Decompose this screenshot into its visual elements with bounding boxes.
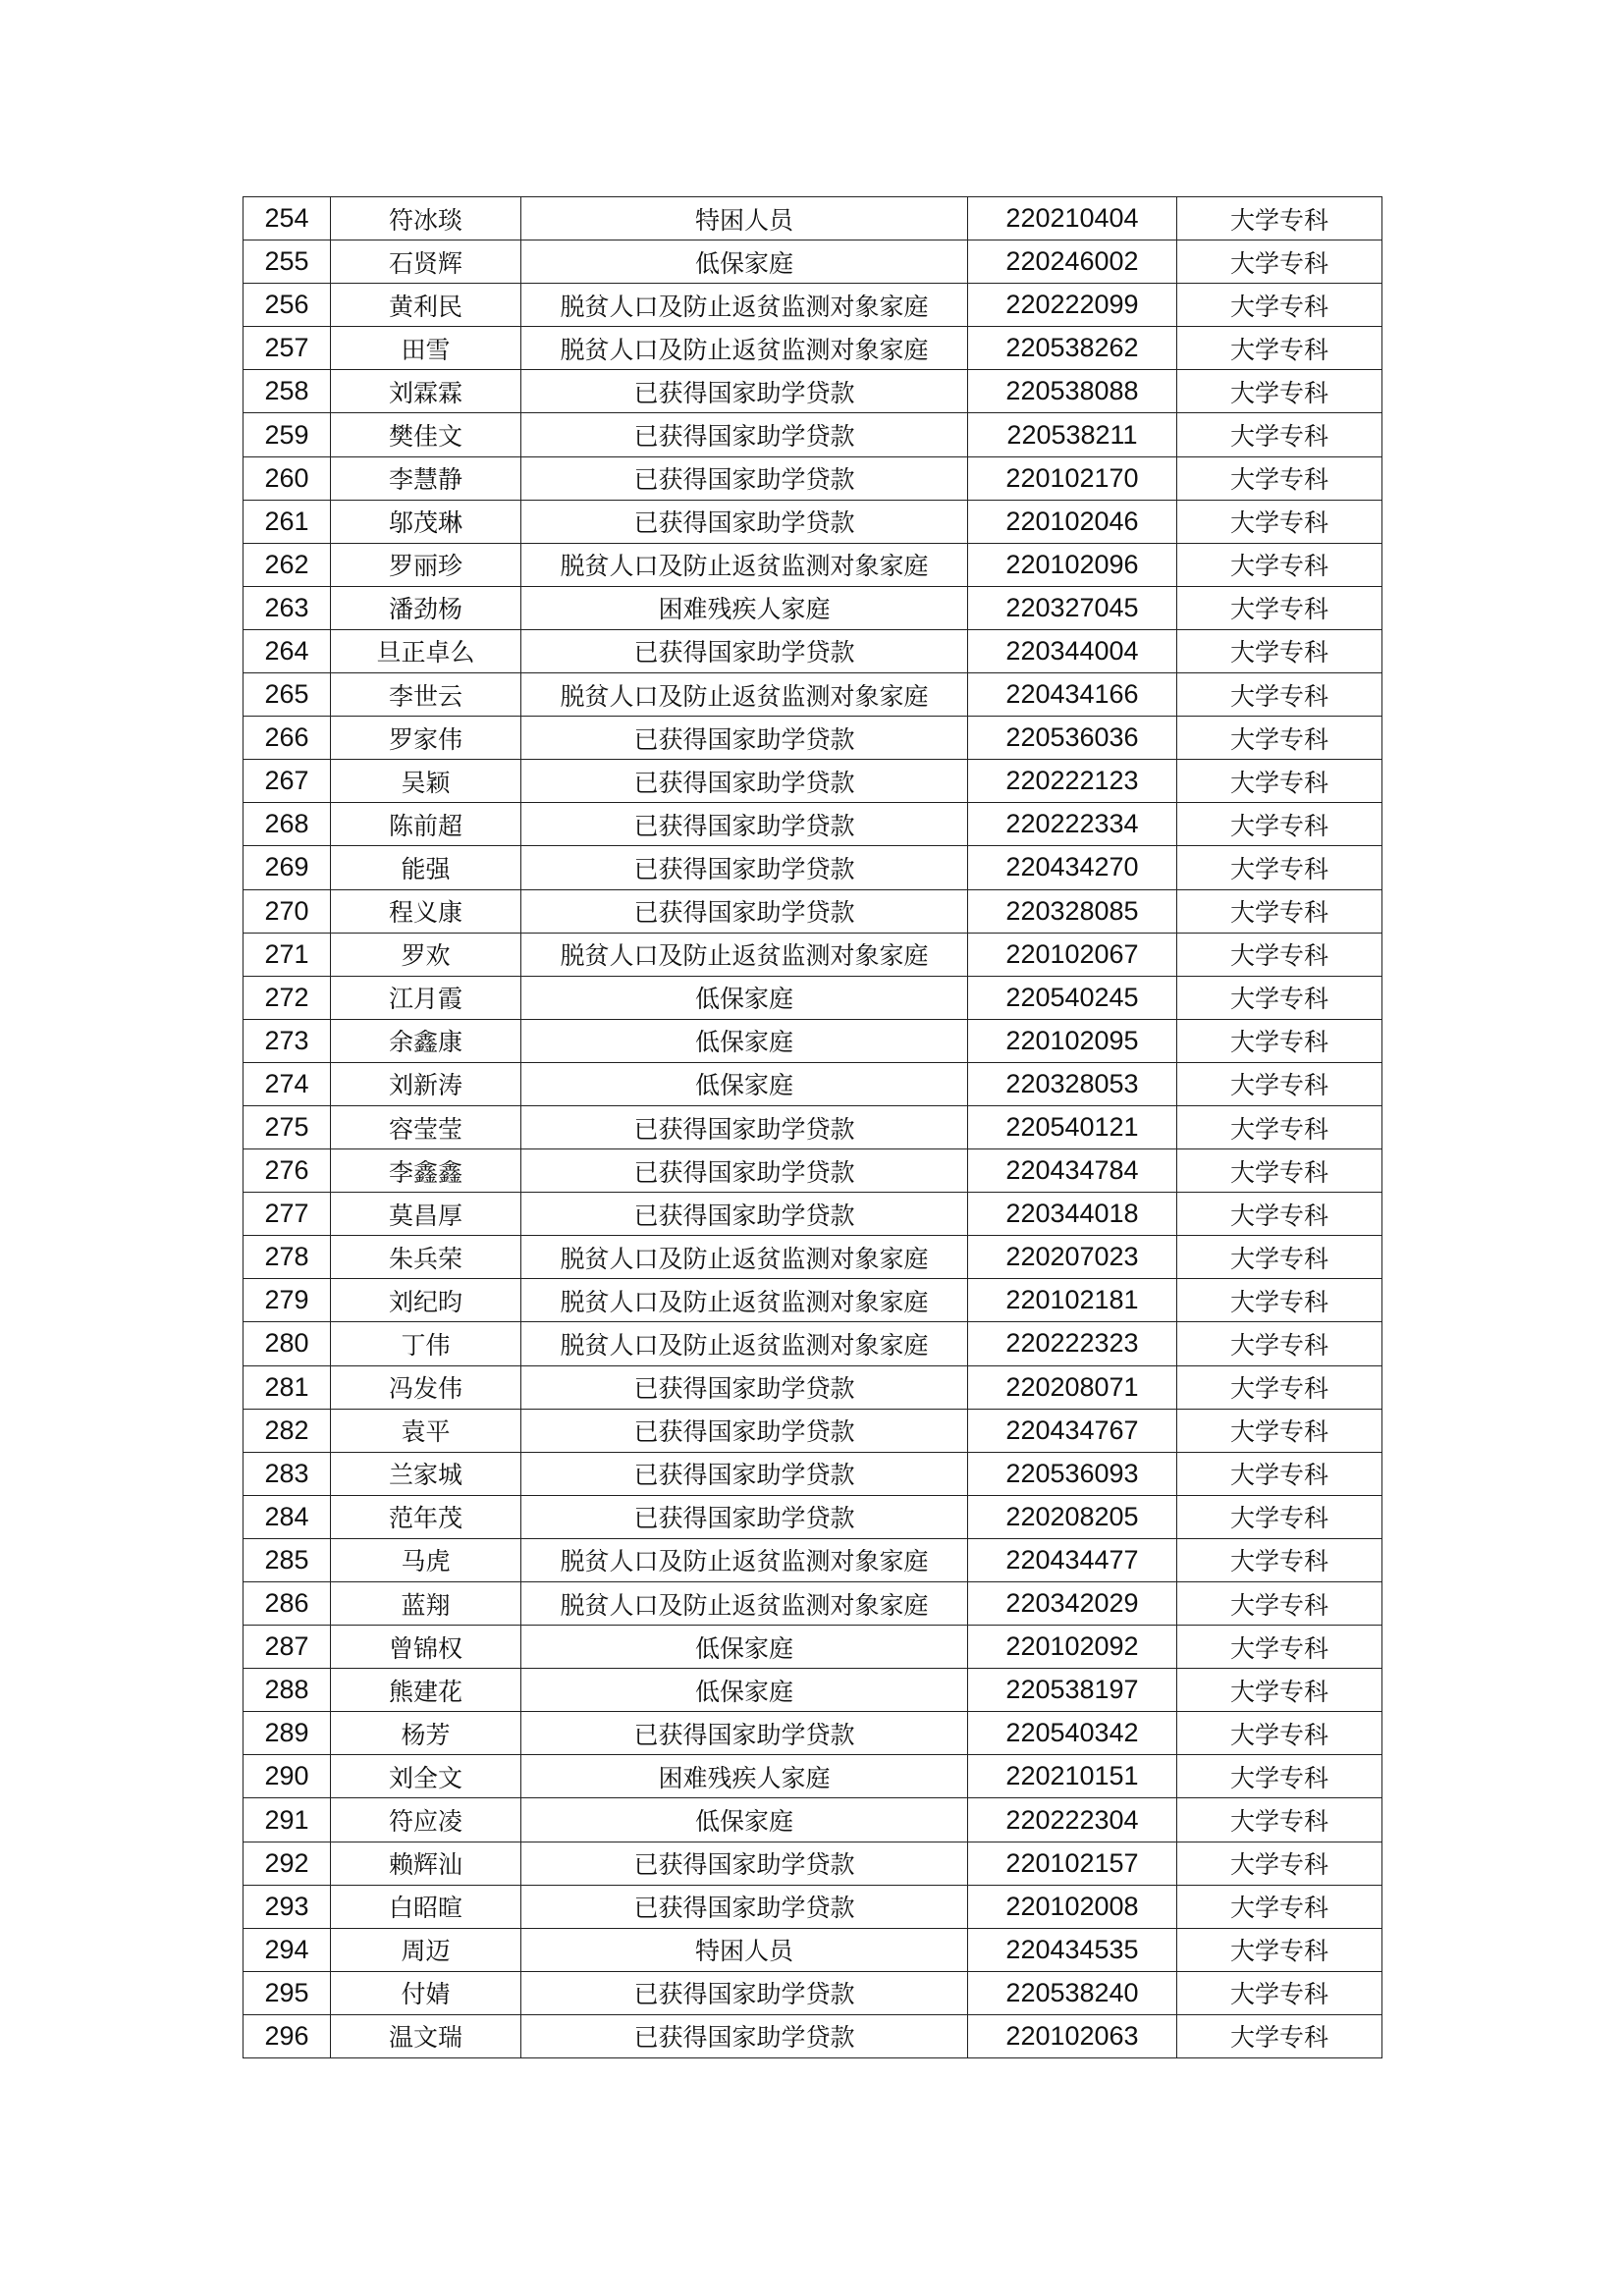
education-level-cell: 大学专科 (1177, 717, 1382, 760)
student-name-cell: 陈前超 (331, 803, 521, 846)
hardship-type-cell: 已获得国家助学贷款 (521, 889, 968, 933)
student-id-cell: 220222123 (968, 760, 1177, 803)
student-id-cell: 220538211 (968, 413, 1177, 456)
table-row (244, 1928, 1382, 1971)
student-id-cell: 220102181 (968, 1279, 1177, 1322)
student-name-cell: 赖辉汕 (331, 1842, 521, 1885)
row-number-cell: 272 (244, 976, 331, 1019)
student-id-cell: 220222099 (968, 284, 1177, 327)
row-number-cell: 291 (244, 1798, 331, 1842)
hardship-type-cell: 已获得国家助学贷款 (521, 629, 968, 672)
hardship-type-cell: 困难残疾人家庭 (521, 586, 968, 629)
student-name-cell: 杨芳 (331, 1712, 521, 1755)
table-row (244, 1669, 1382, 1712)
education-level-cell: 大学专科 (1177, 1322, 1382, 1365)
student-name-cell: 旦正卓么 (331, 629, 521, 672)
row-number-cell: 274 (244, 1062, 331, 1105)
table-row (244, 240, 1382, 284)
row-number-cell: 279 (244, 1279, 331, 1322)
hardship-type-cell: 脱贫人口及防止返贫监测对象家庭 (521, 1538, 968, 1581)
hardship-type-cell: 脱贫人口及防止返贫监测对象家庭 (521, 1279, 968, 1322)
student-name-cell: 樊佳文 (331, 413, 521, 456)
table-row (244, 1452, 1382, 1495)
student-id-cell: 220102063 (968, 2014, 1177, 2057)
student-name-cell: 李鑫鑫 (331, 1149, 521, 1193)
student-id-cell: 220536093 (968, 1452, 1177, 1495)
row-number-cell: 264 (244, 629, 331, 672)
education-level-cell: 大学专科 (1177, 846, 1382, 889)
student-name-cell: 吴颖 (331, 760, 521, 803)
student-id-cell: 220538088 (968, 370, 1177, 413)
student-id-cell: 220222323 (968, 1322, 1177, 1365)
student-id-cell: 220434784 (968, 1149, 1177, 1193)
student-id-cell: 220434270 (968, 846, 1177, 889)
student-id-cell: 220102157 (968, 1842, 1177, 1885)
table-row (244, 1582, 1382, 1626)
row-number-cell: 269 (244, 846, 331, 889)
student-name-cell: 丁伟 (331, 1322, 521, 1365)
row-number-cell: 280 (244, 1322, 331, 1365)
education-level-cell: 大学专科 (1177, 543, 1382, 586)
education-level-cell: 大学专科 (1177, 1669, 1382, 1712)
row-number-cell: 284 (244, 1495, 331, 1538)
hardship-type-cell: 脱贫人口及防止返贫监测对象家庭 (521, 327, 968, 370)
hardship-type-cell: 低保家庭 (521, 1062, 968, 1105)
table-row (244, 976, 1382, 1019)
student-id-cell: 220102046 (968, 500, 1177, 543)
row-number-cell: 275 (244, 1105, 331, 1148)
row-number-cell: 270 (244, 889, 331, 933)
student-name-cell: 符冰琰 (331, 197, 521, 240)
student-name-cell: 白昭暄 (331, 1885, 521, 1928)
education-level-cell: 大学专科 (1177, 1495, 1382, 1538)
education-level-cell: 大学专科 (1177, 1019, 1382, 1062)
education-level-cell: 大学专科 (1177, 1149, 1382, 1193)
row-number-cell: 285 (244, 1538, 331, 1581)
student-id-cell: 220434166 (968, 673, 1177, 717)
student-id-cell: 220210404 (968, 197, 1177, 240)
table-row (244, 500, 1382, 543)
row-number-cell: 267 (244, 760, 331, 803)
table-row (244, 673, 1382, 717)
student-name-cell: 石贤辉 (331, 240, 521, 284)
education-level-cell: 大学专科 (1177, 889, 1382, 933)
education-level-cell: 大学专科 (1177, 1626, 1382, 1669)
education-level-cell: 大学专科 (1177, 933, 1382, 976)
education-level-cell: 大学专科 (1177, 413, 1382, 456)
row-number-cell: 293 (244, 1885, 331, 1928)
table-row (244, 1885, 1382, 1928)
student-id-cell: 220540342 (968, 1712, 1177, 1755)
table-row (244, 284, 1382, 327)
table-row (244, 1971, 1382, 2014)
education-level-cell: 大学专科 (1177, 1105, 1382, 1148)
table-row (244, 760, 1382, 803)
hardship-type-cell: 低保家庭 (521, 240, 968, 284)
education-level-cell: 大学专科 (1177, 240, 1382, 284)
table-row (244, 1019, 1382, 1062)
hardship-type-cell: 脱贫人口及防止返贫监测对象家庭 (521, 1236, 968, 1279)
hardship-type-cell: 脱贫人口及防止返贫监测对象家庭 (521, 933, 968, 976)
student-roster-table (243, 196, 1382, 2058)
education-level-cell: 大学专科 (1177, 1193, 1382, 1236)
student-name-cell: 田雪 (331, 327, 521, 370)
education-level-cell: 大学专科 (1177, 1409, 1382, 1452)
student-name-cell: 李世云 (331, 673, 521, 717)
table-row (244, 2014, 1382, 2057)
hardship-type-cell: 已获得国家助学贷款 (521, 370, 968, 413)
student-id-cell: 220434477 (968, 1538, 1177, 1581)
hardship-type-cell: 特困人员 (521, 1928, 968, 1971)
row-number-cell: 271 (244, 933, 331, 976)
row-number-cell: 289 (244, 1712, 331, 1755)
education-level-cell: 大学专科 (1177, 327, 1382, 370)
student-id-cell: 220102008 (968, 1885, 1177, 1928)
table-row (244, 1105, 1382, 1148)
table-row (244, 1409, 1382, 1452)
table-row (244, 1495, 1382, 1538)
table-row (244, 456, 1382, 500)
row-number-cell: 273 (244, 1019, 331, 1062)
student-name-cell: 刘全文 (331, 1755, 521, 1798)
hardship-type-cell: 已获得国家助学贷款 (521, 1885, 968, 1928)
hardship-type-cell: 低保家庭 (521, 1669, 968, 1712)
hardship-type-cell: 已获得国家助学贷款 (521, 1842, 968, 1885)
student-id-cell: 220538240 (968, 1971, 1177, 2014)
row-number-cell: 277 (244, 1193, 331, 1236)
student-name-cell: 蓝翔 (331, 1582, 521, 1626)
hardship-type-cell: 困难残疾人家庭 (521, 1755, 968, 1798)
row-number-cell: 296 (244, 2014, 331, 2057)
education-level-cell: 大学专科 (1177, 197, 1382, 240)
education-level-cell: 大学专科 (1177, 760, 1382, 803)
hardship-type-cell: 已获得国家助学贷款 (521, 1365, 968, 1409)
hardship-type-cell: 脱贫人口及防止返贫监测对象家庭 (521, 284, 968, 327)
education-level-cell: 大学专科 (1177, 1842, 1382, 1885)
table-row (244, 370, 1382, 413)
student-name-cell: 曾锦权 (331, 1626, 521, 1669)
row-number-cell: 266 (244, 717, 331, 760)
hardship-type-cell: 已获得国家助学贷款 (521, 1193, 968, 1236)
student-id-cell: 220246002 (968, 240, 1177, 284)
hardship-type-cell: 低保家庭 (521, 1626, 968, 1669)
table-row (244, 1062, 1382, 1105)
education-level-cell: 大学专科 (1177, 803, 1382, 846)
row-number-cell: 295 (244, 1971, 331, 2014)
hardship-type-cell: 低保家庭 (521, 976, 968, 1019)
roster-body (244, 197, 1382, 2058)
student-name-cell: 冯发伟 (331, 1365, 521, 1409)
table-row (244, 933, 1382, 976)
hardship-type-cell: 已获得国家助学贷款 (521, 456, 968, 500)
student-name-cell: 刘纪昀 (331, 1279, 521, 1322)
hardship-type-cell: 已获得国家助学贷款 (521, 1495, 968, 1538)
student-id-cell: 220102170 (968, 456, 1177, 500)
education-level-cell: 大学专科 (1177, 1798, 1382, 1842)
hardship-type-cell: 脱贫人口及防止返贫监测对象家庭 (521, 543, 968, 586)
student-name-cell: 温文瑞 (331, 2014, 521, 2057)
student-name-cell: 付婧 (331, 1971, 521, 2014)
student-id-cell: 220102067 (968, 933, 1177, 976)
education-level-cell: 大学专科 (1177, 673, 1382, 717)
hardship-type-cell: 已获得国家助学贷款 (521, 717, 968, 760)
student-id-cell: 220536036 (968, 717, 1177, 760)
table-row (244, 889, 1382, 933)
hardship-type-cell: 已获得国家助学贷款 (521, 413, 968, 456)
hardship-type-cell: 已获得国家助学贷款 (521, 1105, 968, 1148)
table-row (244, 1755, 1382, 1798)
student-id-cell: 220328085 (968, 889, 1177, 933)
table-row (244, 1236, 1382, 1279)
table-row (244, 1798, 1382, 1842)
student-name-cell: 袁平 (331, 1409, 521, 1452)
education-level-cell: 大学专科 (1177, 1928, 1382, 1971)
student-name-cell: 兰家城 (331, 1452, 521, 1495)
row-number-cell: 255 (244, 240, 331, 284)
education-level-cell: 大学专科 (1177, 2014, 1382, 2057)
row-number-cell: 294 (244, 1928, 331, 1971)
student-id-cell: 220540245 (968, 976, 1177, 1019)
table-row (244, 803, 1382, 846)
student-id-cell: 220208071 (968, 1365, 1177, 1409)
hardship-type-cell: 已获得国家助学贷款 (521, 500, 968, 543)
student-name-cell: 莫昌厚 (331, 1193, 521, 1236)
table-row (244, 413, 1382, 456)
student-name-cell: 刘新涛 (331, 1062, 521, 1105)
row-number-cell: 278 (244, 1236, 331, 1279)
table-row (244, 717, 1382, 760)
student-id-cell: 220344004 (968, 629, 1177, 672)
education-level-cell: 大学专科 (1177, 370, 1382, 413)
row-number-cell: 286 (244, 1582, 331, 1626)
table-row (244, 1279, 1382, 1322)
student-name-cell: 邬茂琳 (331, 500, 521, 543)
table-row (244, 327, 1382, 370)
education-level-cell: 大学专科 (1177, 1582, 1382, 1626)
student-id-cell: 220210151 (968, 1755, 1177, 1798)
student-name-cell: 朱兵荣 (331, 1236, 521, 1279)
hardship-type-cell: 低保家庭 (521, 1798, 968, 1842)
hardship-type-cell: 已获得国家助学贷款 (521, 1712, 968, 1755)
table-row (244, 1538, 1382, 1581)
table-row (244, 1193, 1382, 1236)
student-id-cell: 220327045 (968, 586, 1177, 629)
education-level-cell: 大学专科 (1177, 1885, 1382, 1928)
row-number-cell: 254 (244, 197, 331, 240)
student-name-cell: 潘劲杨 (331, 586, 521, 629)
student-id-cell: 220434767 (968, 1409, 1177, 1452)
student-id-cell: 220208205 (968, 1495, 1177, 1538)
table-row (244, 543, 1382, 586)
row-number-cell: 256 (244, 284, 331, 327)
student-name-cell: 罗欢 (331, 933, 521, 976)
hardship-type-cell: 已获得国家助学贷款 (521, 1452, 968, 1495)
student-name-cell: 熊建花 (331, 1669, 521, 1712)
row-number-cell: 262 (244, 543, 331, 586)
table-row (244, 197, 1382, 240)
row-number-cell: 261 (244, 500, 331, 543)
student-id-cell: 220328053 (968, 1062, 1177, 1105)
row-number-cell: 290 (244, 1755, 331, 1798)
student-id-cell: 220434535 (968, 1928, 1177, 1971)
table-row (244, 586, 1382, 629)
table-row (244, 1322, 1382, 1365)
hardship-type-cell: 特困人员 (521, 197, 968, 240)
row-number-cell: 283 (244, 1452, 331, 1495)
student-id-cell: 220344018 (968, 1193, 1177, 1236)
student-id-cell: 220102092 (968, 1626, 1177, 1669)
hardship-type-cell: 脱贫人口及防止返贫监测对象家庭 (521, 1582, 968, 1626)
row-number-cell: 259 (244, 413, 331, 456)
student-name-cell: 罗家伟 (331, 717, 521, 760)
education-level-cell: 大学专科 (1177, 1971, 1382, 2014)
hardship-type-cell: 脱贫人口及防止返贫监测对象家庭 (521, 673, 968, 717)
student-name-cell: 范年茂 (331, 1495, 521, 1538)
table-row (244, 1149, 1382, 1193)
row-number-cell: 257 (244, 327, 331, 370)
hardship-type-cell: 已获得国家助学贷款 (521, 1971, 968, 2014)
hardship-type-cell: 已获得国家助学贷款 (521, 1149, 968, 1193)
table-row (244, 1365, 1382, 1409)
student-name-cell: 能强 (331, 846, 521, 889)
education-level-cell: 大学专科 (1177, 1236, 1382, 1279)
row-number-cell: 265 (244, 673, 331, 717)
student-name-cell: 程义康 (331, 889, 521, 933)
hardship-type-cell: 低保家庭 (521, 1019, 968, 1062)
student-id-cell: 220102095 (968, 1019, 1177, 1062)
education-level-cell: 大学专科 (1177, 1279, 1382, 1322)
education-level-cell: 大学专科 (1177, 1712, 1382, 1755)
student-name-cell: 符应凌 (331, 1798, 521, 1842)
education-level-cell: 大学专科 (1177, 1062, 1382, 1105)
table-row (244, 1626, 1382, 1669)
student-id-cell: 220222334 (968, 803, 1177, 846)
student-id-cell: 220102096 (968, 543, 1177, 586)
education-level-cell: 大学专科 (1177, 1365, 1382, 1409)
table-row (244, 1712, 1382, 1755)
row-number-cell: 288 (244, 1669, 331, 1712)
hardship-type-cell: 已获得国家助学贷款 (521, 2014, 968, 2057)
student-name-cell: 容莹莹 (331, 1105, 521, 1148)
row-number-cell: 260 (244, 456, 331, 500)
row-number-cell: 281 (244, 1365, 331, 1409)
row-number-cell: 276 (244, 1149, 331, 1193)
education-level-cell: 大学专科 (1177, 1452, 1382, 1495)
student-name-cell: 周迈 (331, 1928, 521, 1971)
hardship-type-cell: 脱贫人口及防止返贫监测对象家庭 (521, 1322, 968, 1365)
education-level-cell: 大学专科 (1177, 629, 1382, 672)
hardship-type-cell: 已获得国家助学贷款 (521, 803, 968, 846)
student-name-cell: 江月霞 (331, 976, 521, 1019)
student-name-cell: 李慧静 (331, 456, 521, 500)
education-level-cell: 大学专科 (1177, 976, 1382, 1019)
student-id-cell: 220342029 (968, 1582, 1177, 1626)
row-number-cell: 282 (244, 1409, 331, 1452)
education-level-cell: 大学专科 (1177, 1538, 1382, 1581)
student-name-cell: 黄利民 (331, 284, 521, 327)
student-id-cell: 220207023 (968, 1236, 1177, 1279)
row-number-cell: 258 (244, 370, 331, 413)
student-name-cell: 罗丽珍 (331, 543, 521, 586)
student-id-cell: 220538262 (968, 327, 1177, 370)
hardship-type-cell: 已获得国家助学贷款 (521, 846, 968, 889)
education-level-cell: 大学专科 (1177, 500, 1382, 543)
student-id-cell: 220222304 (968, 1798, 1177, 1842)
education-level-cell: 大学专科 (1177, 456, 1382, 500)
education-level-cell: 大学专科 (1177, 1755, 1382, 1798)
student-id-cell: 220540121 (968, 1105, 1177, 1148)
table-row (244, 846, 1382, 889)
row-number-cell: 287 (244, 1626, 331, 1669)
student-id-cell: 220538197 (968, 1669, 1177, 1712)
table-row (244, 629, 1382, 672)
education-level-cell: 大学专科 (1177, 284, 1382, 327)
table-row (244, 1842, 1382, 1885)
education-level-cell: 大学专科 (1177, 586, 1382, 629)
row-number-cell: 292 (244, 1842, 331, 1885)
row-number-cell: 263 (244, 586, 331, 629)
student-name-cell: 刘霖霖 (331, 370, 521, 413)
row-number-cell: 268 (244, 803, 331, 846)
hardship-type-cell: 已获得国家助学贷款 (521, 1409, 968, 1452)
student-name-cell: 马虎 (331, 1538, 521, 1581)
student-name-cell: 余鑫康 (331, 1019, 521, 1062)
hardship-type-cell: 已获得国家助学贷款 (521, 760, 968, 803)
